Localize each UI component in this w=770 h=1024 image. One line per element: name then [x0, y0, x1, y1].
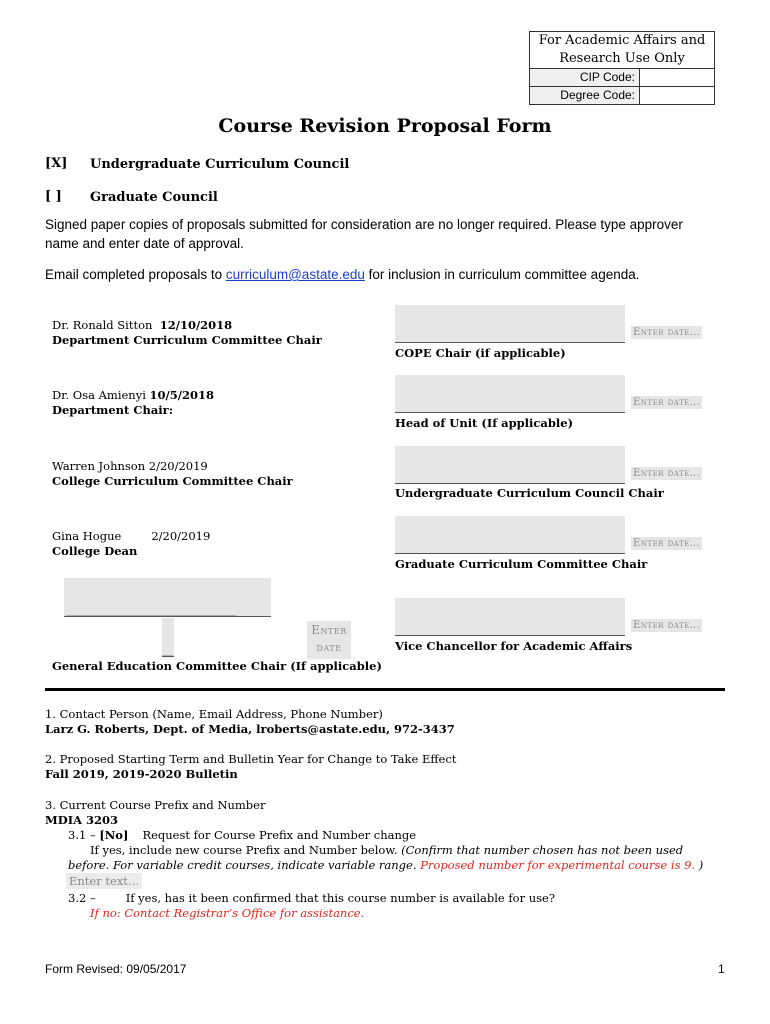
question-3-1	[68, 828, 416, 843]
gen-ed-signature-field-2[interactable]	[162, 618, 174, 657]
gen-ed-enter-date[interactable]	[307, 621, 351, 659]
question-3-1-text2: (Confirm that number chosen has not been used before. For variable credit courses, indicate variable range.	[68, 843, 684, 872]
approver-title: Department Curriculum Committee Chair	[52, 333, 322, 347]
gen-ed-enter-date-line1: Enter	[311, 623, 347, 637]
question-3-1-text3: )	[695, 858, 704, 872]
gen-ed-title: General Education Committee Chair (If applicable)	[52, 659, 382, 673]
approval-date: 2/20/2019	[151, 529, 211, 543]
degree-code-field[interactable]	[640, 87, 714, 104]
question-1-answer[interactable]: Larz G. Roberts, Dept. of Media, lroberts@astate.edu, 972-3437	[45, 722, 455, 736]
gen-ed-dash: __	[162, 643, 173, 656]
question-3-1-text-field[interactable]: Enter text…	[66, 873, 142, 889]
question-3-2	[68, 891, 555, 906]
question-3-1-number: 3.1 –	[68, 828, 100, 842]
approval-college-dean	[52, 529, 210, 559]
ucc-chair-title: Undergraduate Curriculum Council Chair	[395, 486, 664, 500]
email-suffix: for inclusion in curriculum committee agenda.	[364, 267, 640, 282]
approver-title: Department Chair:	[52, 403, 173, 417]
approval-dept-curriculum	[52, 318, 322, 348]
question-3-1-experimental-note: Proposed number for experimental course is 9.	[420, 858, 696, 872]
cope-chair-enter-date[interactable]: Enter date…	[633, 327, 701, 338]
approval-date: 12/10/2018	[159, 318, 233, 332]
question-3-2-number: 3.2 –	[68, 891, 96, 905]
cope-chair-title: COPE Chair (if applicable)	[395, 346, 566, 360]
gen-ed-signature-line: _______________________________	[66, 603, 237, 616]
email-link[interactable]: curriculum@astate.edu	[225, 267, 365, 282]
email-prefix: Email completed proposals to	[45, 267, 226, 282]
grad-council-label: Graduate Council	[90, 190, 218, 205]
vc-academic-affairs-signature-field[interactable]	[395, 598, 625, 636]
question-3-1-text1: If yes, include new course Prefix and Number below.	[90, 843, 402, 857]
vc-academic-affairs-enter-date[interactable]: Enter date…	[633, 620, 701, 631]
approver-name: Dr. Ronald Sitton	[52, 318, 153, 332]
approver-title: College Curriculum Committee Chair	[52, 474, 293, 488]
cip-code-field[interactable]	[640, 69, 714, 86]
approver-name: Warren Johnson	[52, 459, 146, 473]
approver-title: College Dean	[52, 544, 138, 558]
question-3-2-note: If no: Contact Registrar’s Office for assistance.	[90, 906, 365, 920]
question-3-1-instructions	[68, 843, 708, 873]
ucc-chair-signature-field[interactable]	[395, 446, 625, 484]
question-2-label: 2. Proposed Starting Term and Bulletin Year for Change to Take Effect	[45, 752, 457, 766]
cip-code-row	[530, 69, 714, 87]
question-3-label: 3. Current Course Prefix and Number	[45, 798, 266, 812]
head-of-unit-title: Head of Unit (If applicable)	[395, 416, 574, 430]
question-3-1-value[interactable]: [No]	[99, 828, 129, 842]
gcc-chair-enter-date[interactable]: Enter date…	[633, 538, 701, 549]
email-instructions	[45, 265, 725, 284]
question-2	[45, 752, 456, 782]
question-3-1-label: Request for Course Prefix and Number change	[142, 828, 417, 842]
gcc-chair-signature-field[interactable]	[395, 516, 625, 554]
question-3-2-label: If yes, has it been confirmed that this course number is available for use?	[125, 891, 556, 905]
approver-name: Gina Hogue	[52, 529, 122, 543]
ucc-chair-enter-date[interactable]: Enter date…	[633, 468, 701, 479]
gen-ed-signature-field[interactable]	[64, 578, 271, 617]
grad-council-checkbox[interactable]: [ ]	[45, 189, 62, 204]
cip-code-label: CIP Code:	[530, 69, 640, 86]
question-3-answer[interactable]: MDIA 3203	[45, 813, 119, 827]
question-1-label: 1. Contact Person (Name, Email Address, Phone Number)	[45, 707, 383, 721]
approval-college-curriculum	[52, 459, 293, 489]
use-box-header: For Academic Affairs and Research Use Only	[530, 32, 714, 69]
degree-code-row	[530, 87, 714, 104]
gcc-chair-title: Graduate Curriculum Committee Chair	[395, 557, 648, 571]
cope-chair-signature-field[interactable]	[395, 305, 625, 343]
undergrad-council-label: Undergraduate Curriculum Council	[90, 157, 350, 172]
page-title: Course Revision Proposal Form	[218, 115, 552, 137]
page-number: 1	[718, 962, 725, 976]
academic-affairs-use-box	[529, 31, 715, 105]
question-3	[45, 798, 265, 828]
question-2-answer[interactable]: Fall 2019, 2019-2020 Bulletin	[45, 767, 238, 781]
head-of-unit-enter-date[interactable]: Enter date…	[633, 397, 701, 408]
approval-date: 10/5/2018	[149, 388, 214, 402]
degree-code-label: Degree Code:	[530, 87, 640, 104]
vc-academic-affairs-title: Vice Chancellor for Academic Affairs	[395, 639, 633, 653]
section-divider	[45, 688, 725, 691]
undergrad-council-checkbox[interactable]: [X]	[45, 156, 68, 171]
head-of-unit-signature-field[interactable]	[395, 375, 625, 413]
approver-name: Dr. Osa Amienyi	[52, 388, 146, 402]
approval-date: 2/20/2019	[148, 459, 208, 473]
gen-ed-enter-date-line2: date	[316, 640, 342, 654]
question-1	[45, 707, 455, 737]
instructions-text: Signed paper copies of proposals submitted for consideration are no longer required. Please type approver name and enter date of approval.	[45, 217, 683, 251]
form-revised-date: Form Revised: 09/05/2017	[45, 962, 187, 976]
approval-dept-chair	[52, 388, 214, 418]
